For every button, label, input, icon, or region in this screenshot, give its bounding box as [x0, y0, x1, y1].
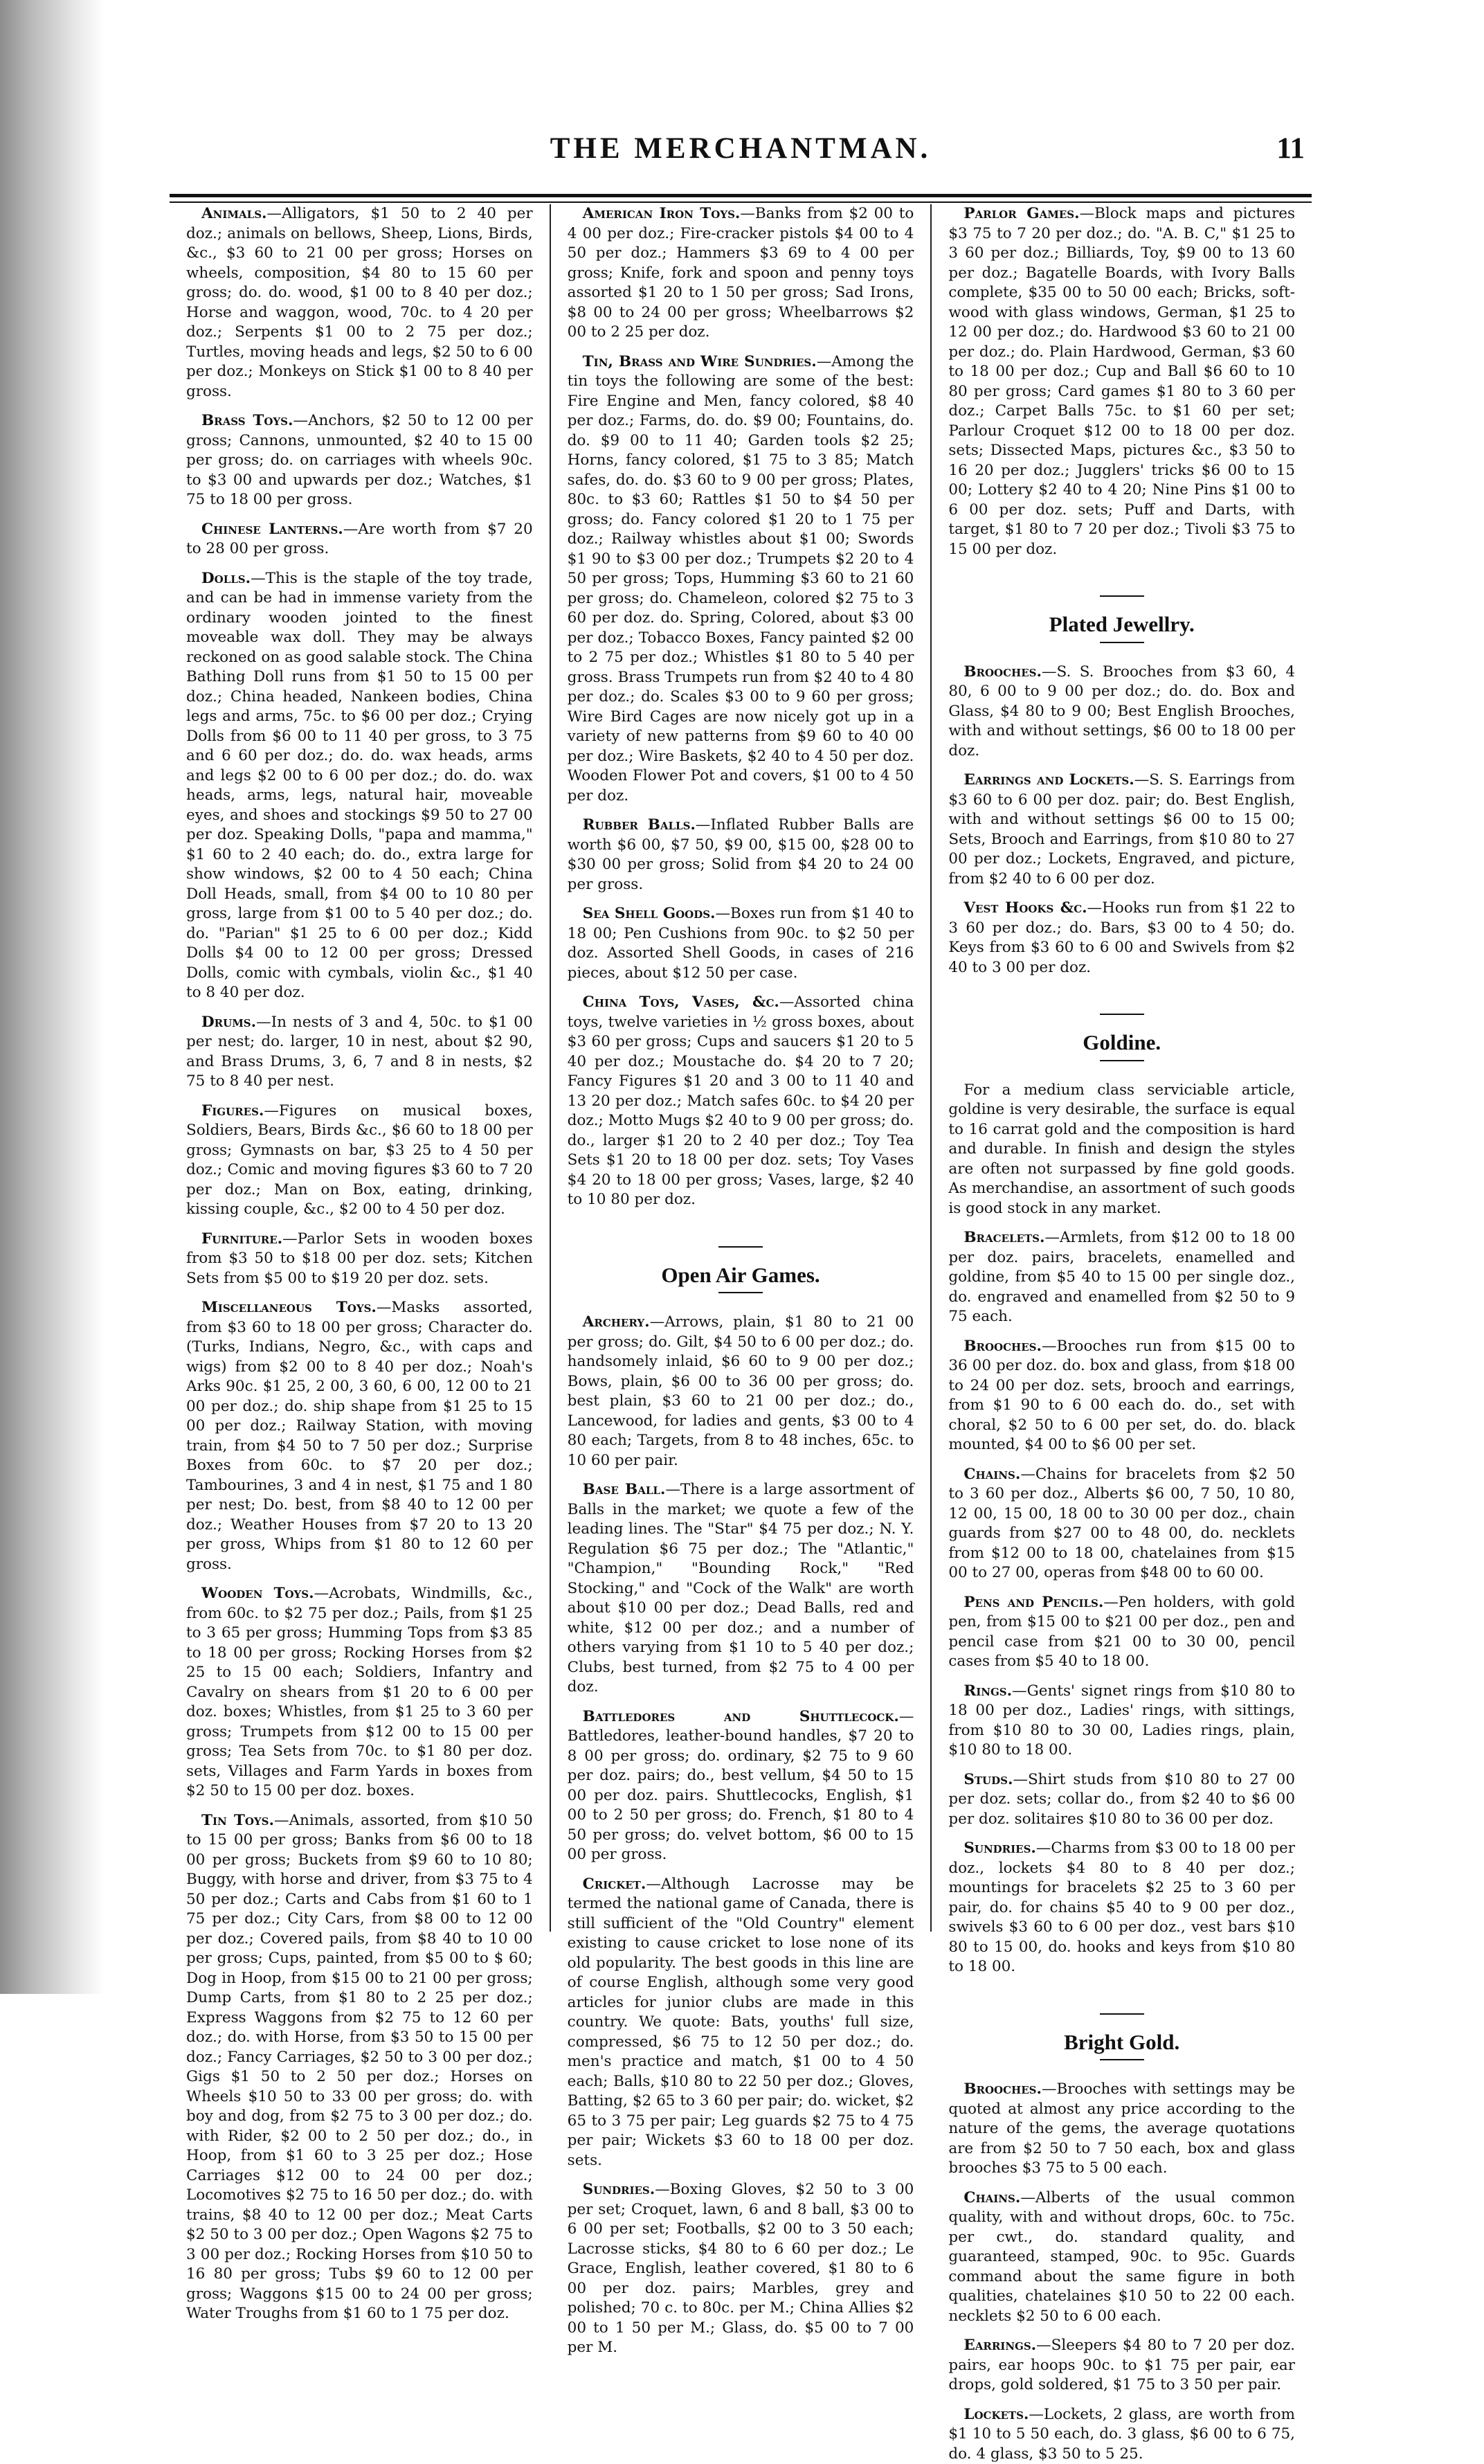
article-earrings-lockets: [948, 771, 1295, 889]
article-lead: Bracelets.: [963, 1229, 1044, 1246]
section-plated-jewellry: [948, 595, 1295, 643]
article-cricket: [568, 1875, 914, 2171]
article-text: —Figures on musical boxes, Soldiers, Bears, Birds &c., $6 60 to 18 00 per gross; Gymnasts on bar, $3 25 to 4 50 per doz.; Comic and moving figures $3 60 to 7 20 per doz.; Man on Box, eating, drinking, kissing couple, &c., $2 00 to 4 50 per doz.: [186, 1102, 533, 1218]
article-lead: China Toys, Vases, &c.: [583, 993, 779, 1011]
article-american-iron-toys: [568, 204, 914, 343]
article-lead: Earrings.: [963, 2337, 1036, 2354]
article-lead: Parlor Games.: [963, 205, 1079, 222]
section-goldine: [948, 1014, 1295, 1061]
article-lead: American Iron Toys.: [583, 205, 741, 222]
article-text: —S. S. Brooches from $3 60, 4 80, 6 00 to 9 00 per doz.; do. do. Box and Glass, $4 80 to 9 00; Best English Brooches, with and without settings, $6 00 to 18 00 per doz.: [948, 663, 1295, 759]
section-rule: [1100, 2059, 1144, 2060]
article-lead: Figures.: [201, 1102, 264, 1119]
section-heading: Open Air Games.: [568, 1266, 914, 1286]
column-3: [930, 204, 1312, 1932]
article-figures: [186, 1101, 533, 1220]
article-lead: Drums.: [201, 1014, 256, 1031]
article-text: —Charms from $3 00 to 18 00 per doz., lockets $4 80 to 8 40 per doz.; mountings for bracelets $2 25 to 3 60 per pair, do. for chains $5 40 to 9 00 per doz., swivels $3 60 to 6 00 per doz., vest bars $10 80 to 15 00, do. hooks and keys from $10 80 to 18 00.: [948, 1840, 1295, 1975]
article-china-toys: [568, 993, 914, 1210]
page-number: 11: [1276, 132, 1305, 165]
article-bright-lockets: [948, 2405, 1295, 2464]
article-text: —This is the staple of the toy trade, and can be had in immense variety from the ordinary wooden jointed to the finest moveable wax doll. They may be always reckoned on as good salable stock. The China Bathing Doll runs from $1 50 to 15 00 per doz.; China headed, Nankeen bodies, China legs and arms, 75c. to $6 00 per doz.; Crying Dolls from $6 00 to 11 40 per gross, to 3 75 and 6 60 per doz.; do. do. wax heads, arms and legs $2 00 to 6 00 per doz.; do. do. wax heads, arms, legs, natural hair, moveable eyes, and shoes and stockings $9 50 to 27 00 per doz. Speaking Dolls, "papa and mamma," $1 60 to 2 40 each; do. do., extra large for show windows, $2 00 to 4 50 each; China Doll Heads, small, from $4 00 to 10 80 per gross, large from $1 00 to 5 40 per doz.; do. do. "Parian" $1 25 to 6 00 per doz.; Kidd Dolls $4 00 to 12 00 per gross; Dressed Dolls, comic with cymbals, violin &c., $1 40 to 8 40 per doz.: [186, 570, 533, 1002]
article-lead: Wooden Toys.: [201, 1585, 314, 1602]
article-bright-earrings: [948, 2336, 1295, 2395]
section-bright-gold: [948, 2013, 1295, 2061]
article-plated-brooches: [948, 663, 1295, 762]
article-text: —Animals, assorted, from $10 50 to 15 00 per gross; Banks from $6 00 to 18 00 per gross; Buckets from $9 60 to 10 80; Buggy, with horse and driver, from $3 75 to 4 50 per doz.; Carts and Cabs from $1 60 to 1 75 per doz.; City Cars, from $8 00 to 12 00 per doz.; Covered pails, from $8 40 to 10 00 per gross; Cups, painted, from $5 00 to $ 60; Dog in Hoop, from $15 00 to 21 00 per gross; Dump Carts, from $1 80 to 2 25 per doz.; Express Waggons from $2 75 to 12 60 per doz.; do. with Horse, from $3 50 to 15 00 per doz.; Fancy Carriages, $2 50 to 3 00 per doz.; Gigs $1 50 to 2 50 per doz.; Horses on Wheels $10 50 to 33 00 per gross; do. with boy and dog, from $2 75 to 3 00 per doz.; do. with Rider, $2 00 to 2 50 per doz.; do., in Hoop, from $1 60 to 3 25 per doz.; Hose Carriages $12 00 to 24 00 per doz.; Locomotives $2 75 to 16 50 per doz.; do. with trains, $8 40 to 12 00 per doz.; Meat Carts $2 50 to 3 00 per doz.; Open Wagons $2 75 to 3 00 per doz.; Rocking Horses from $10 50 to 16 80 per gross; Tubs $9 60 to 12 00 per gross; Waggons $15 00 to 24 00 per gross; Water Troughs from $1 60 to 1 75 per doz.: [186, 1812, 533, 2323]
article-text: —Lockets, 2 glass, are worth from $1 10 to 5 50 each, do. 3 glass, $6 00 to 6 75, do. 4 glass, $3 50 to 5 25.: [948, 2406, 1295, 2463]
article-lead: Tin Toys.: [201, 1812, 274, 1829]
article-lead: Brooches.: [963, 1338, 1042, 1355]
scan-edge-shadow: [0, 0, 104, 1994]
article-goldine-chains: [948, 1465, 1295, 1583]
article-text: —Gents' signet rings from $10 80 to 18 00 per doz., Ladies' rings, with sittings, from $10 80 to 30 00, Ladies rings, plain, $10 80 to 18 00.: [948, 1682, 1295, 1759]
section-rule: [1100, 595, 1144, 597]
article-pens-pencils: [948, 1593, 1295, 1672]
newspaper-page: [170, 118, 1312, 1932]
header-rule: [170, 194, 1312, 203]
article-text: —Inflated Rubber Balls are worth $6 00, $7 50, $9 00, $15 00, $28 00 to $30 00 per gross; Solid from $4 20 to 24 00 per gross.: [568, 816, 914, 893]
article-lead: Dolls.: [201, 570, 251, 587]
article-sea-shell-goods: [568, 904, 914, 983]
article-text: —Armlets, from $12 00 to 18 00 per doz. pairs, bracelets, enamelled and goldine, from $5 40 to 15 00 per single doz., do. engraved and enamelled from $2 50 to 9 75 each.: [948, 1229, 1295, 1325]
article-text: —Alligators, $1 50 to 2 40 per doz.; animals on bellows, Sheep, Lions, Birds, &c., $3 60 to 21 00 per gross; Horses on wheels, composition, $4 80 to 15 60 per gross; do. do. wood, $1 00 to 8 40 per doz.; Horse and waggon, wood, 70c. to 4 20 per doz.; Serpents $1 00 to 2 75 per doz.; Turtles, moving heads and legs, $2 50 to 6 00 per doz.; Monkeys on Stick $1 00 to 8 40 per gross.: [186, 205, 533, 400]
article-text: —Shirt studs from $10 80 to 27 00 per doz. sets; collar do., from $2 40 to $6 00 per doz. solitaires $10 80 to 36 00 per doz.: [948, 1771, 1295, 1828]
section-rule: [718, 1246, 763, 1248]
article-text: —Boxing Gloves, $2 50 to 3 00 per set; Croquet, lawn, 6 and 8 ball, $3 00 to 6 00 per set; Footballs, $2 00 to 3 50 each; Lacrosse sticks, $4 80 to 6 60 per doz.; Le Grace, English, leather covered, $1 80 to 6 00 per doz. pairs; Marbles, grey and polished; 70 c. to 80c. per M.; China Allies $2 00 to 1 50 per M.; Glass, do. $5 00 to 7 00 per M.: [568, 2181, 914, 2356]
article-studs: [948, 1770, 1295, 1830]
section-heading: Plated Jewellry.: [948, 615, 1295, 635]
article-lead: Studs.: [963, 1771, 1013, 1788]
article-lead: Earrings and Lockets.: [963, 771, 1134, 789]
article-text: —Alberts of the usual common quality, with and without drops, 60c. to 75c. per cwt., do. standard quality, and guaranteed, stamped, 90c. to 95c. Guards command about the same figure in both qualities, chatelaines $10 50 to 22 00 each. necklets $2 50 to 6 00 each.: [948, 2189, 1295, 2325]
article-text: For a medium class serviciable article, goldine is very desirable, the surface is equal to 16 carrat gold and the composition is hard and durable. In finish and design the styles are often not surpassed by fine gold goods. As merchandise, an assortment of such goods is good stock in any market.: [948, 1081, 1295, 1217]
article-text: —Arrows, plain, $1 80 to 21 00 per gross; do. Gilt, $4 50 to 6 00 per doz.; do. handsomely inlaid, $6 60 to 9 00 per doz.; Bows, plain, $6 00 to 36 00 per gross; do. best plain, $3 60 to 21 00 per doz.; do., Lancewood, for ladies and gents, $3 00 to 4 80 each; Targets, from 8 to 48 inches, 65c. to 10 60 per pair.: [568, 1313, 914, 1469]
article-lead: Pens and Pencils.: [963, 1594, 1103, 1611]
article-goldine-sundries: [948, 1839, 1295, 1977]
article-dolls: [186, 569, 533, 1003]
article-text: —Hooks run from $1 22 to 3 60 per doz.; do. Bars, $3 00 to 4 50; do. Keys from $3 60 to 6 00 and Swivels from $2 40 to 3 00 per doz.: [948, 899, 1295, 976]
article-lead: Chinese Lanterns.: [201, 521, 343, 538]
article-text: —Boxes run from $1 40 to 18 00; Pen Cushions from 90c. to $2 50 per doz. Assorted Shell Goods, in cases of 216 pieces, about $12 50 per case.: [568, 905, 914, 982]
article-lead: Furniture.: [201, 1230, 282, 1248]
article-text: —Parlor Sets in wooden boxes from $3 50 to $18 00 per doz. sets; Kitchen Sets from $5 00 to $19 20 per doz. sets.: [186, 1230, 533, 1287]
article-lead: Animals.: [201, 205, 267, 222]
section-open-air-games: [568, 1246, 914, 1294]
section-rule: [718, 1292, 763, 1293]
article-lead: Chains.: [963, 2189, 1020, 2206]
column-2: [550, 204, 931, 1932]
article-text: —Pen holders, with gold pen, from $15 00 to $21 00 per doz., pen and pencil case from $21 00 to 30 00, pencil cases from $5 40 to 18 00.: [948, 1594, 1295, 1671]
columns: [170, 204, 1312, 1932]
article-miscellaneous-toys: [186, 1298, 533, 1574]
article-parlor-games: [948, 204, 1295, 559]
article-text: —Are worth from $7 20 to 28 00 per gross.: [186, 521, 533, 558]
article-text: —Anchors, $2 50 to 12 00 per gross; Cannons, unmounted, $2 40 to 15 00 per gross; do. on carriages with wheels 90c. to $3 00 and upwards per doz.; Watches, $1 75 to 18 00 per gross.: [186, 412, 533, 508]
column-1: [170, 204, 550, 1932]
article-base-ball: [568, 1480, 914, 1698]
article-lead: Base Ball.: [583, 1481, 666, 1498]
article-lead: Sea Shell Goods.: [583, 905, 716, 922]
article-text: —Block maps and pictures $3 75 to 7 20 per doz.; do. "A. B. C," $1 25 to 3 60 per doz.; Billiards, Toy, $9 00 to 13 60 per doz.; Bagatelle Boards, with Ivory Balls complete, $35 00 to 50 00 each; Bricks, soft-wood with glass windows, German, $1 25 to 12 00 per doz.; do. Hardwood $3 60 to 21 00 per doz.; do. Plain Hardwood, German, $3 60 to 18 00 per doz.; Cup and Ball $6 60 to 10 80 per gross; Card games $1 80 to 3 60 per doz.; Carpet Balls 75c. to $1 60 per set; Parlour Croquet $12 00 to 18 00 per doz. sets; Dissected Maps, pictures &c., $3 50 to 16 20 per doz.; Jugglers' tricks $6 00 to 15 00; Lottery $2 40 to 4 20; Nine Pins $1 00 to 6 00 per doz. sets; Puff and Darts, with target, $1 80 to 7 20 per doz.; Tivoli $3 75 to 15 00 per doz.: [948, 205, 1295, 558]
article-text: —Chains for bracelets from $2 50 to 3 60 per doz., Alberts $6 00, 7 50, 10 80, 12 00, 15 00, 18 00 to 30 00 per doz., chain guards from $27 00 to 48 00, do. necklets from $12 00 to 18 00, chatelaines from $15 00 to 27 00, operas from $48 00 to 60 00.: [948, 1466, 1295, 1582]
article-lead: Tin, Brass and Wire Sundries.: [583, 353, 817, 370]
article-tin-toys: [186, 1811, 533, 2324]
article-text: —Masks assorted, from $3 60 to 18 00 per gross; Character do. (Turks, Indians, Negro, &c., with caps and wigs) from $2 00 to 8 40 per doz.; Noah's Arks 90c. $1 25, 2 00, 3 60, 6 00, 12 00 to 21 00 per doz.; do. ship shape from $1 25 to 15 00 per doz.; Railway Station, with moving train, from $4 50 to 7 50 per doz.; Surprise Boxes from 60c. to $7 20 per doz.; Tambourines, 3 and 4 in nest, $1 75 and 1 80 per nest; Do. best, from $8 40 to 12 00 per doz.; Weather Houses from $7 20 to 13 20 per gross, Whips from $1 80 to 12 60 per gross.: [186, 1299, 533, 1573]
article-text: —S. S. Earrings from $3 60 to 6 00 per doz. pair; do. Best English, with and without settings $6 00 to 15 00; Sets, Brooch and Earrings, from $10 80 to 27 00 per doz.; Lockets, Engraved, and picture, from $2 40 to 6 00 per doz.: [948, 771, 1295, 888]
article-text: —Brooches with settings may be quoted at almost any price according to the nature of the gems, the average quotations are from $2 50 to 7 50 each, box and glass brooches $3 75 to 5 00 each.: [948, 2080, 1295, 2177]
article-text: —Brooches run from $15 00 to 36 00 per doz. do. box and glass, from $18 00 to 24 00 per doz. sets, brooch and earrings, from $1 90 to 6 00 each do. do., set with choral, $2 50 to 6 00 per set, do. do. black mounted, $4 00 to $6 00 per set.: [948, 1338, 1295, 1454]
article-lead: Rings.: [963, 1682, 1012, 1700]
article-drums: [186, 1013, 533, 1092]
article-wooden-toys: [186, 1584, 533, 1801]
article-lead: Rubber Balls.: [583, 816, 696, 834]
article-sundries: [568, 2180, 914, 2358]
article-text: —Sleepers $4 80 to 7 20 per doz. pairs, ear hoops 90c. to $1 75 per pair, ear drops, gold soldered, $1 75 to 3 50 per pair.: [948, 2337, 1295, 2393]
article-lead: Brass Toys.: [201, 412, 293, 429]
article-vest-hooks: [948, 899, 1295, 978]
article-tin-brass-wire-sundries: [568, 352, 914, 807]
article-lead: Vest Hooks &c.: [963, 899, 1087, 917]
article-lead: Lockets.: [963, 2406, 1029, 2423]
article-lead: Miscellaneous Toys.: [201, 1299, 377, 1316]
article-bright-brooches: [948, 2080, 1295, 2179]
article-text: —Battledores, leather-bound handles, $7 20 to 8 00 per gross; do. ordinary, $2 75 to 9 60 per doz. pairs; do., best vellum, $4 50 to 15 00 per doz. pairs. Shuttlecocks, English, $1 00 to 2 50 per gross; do. French, $1 80 to 4 50 per gross; do. velvet bottom, $6 00 to 15 00 per gross.: [568, 1708, 914, 1864]
page-header: [170, 132, 1312, 180]
article-furniture: [186, 1230, 533, 1289]
article-rings: [948, 1682, 1295, 1761]
article-lead: Sundries.: [583, 2181, 655, 2198]
section-rule: [1100, 1014, 1144, 1015]
section-rule: [1100, 2013, 1144, 2015]
article-lead: Brooches.: [963, 2080, 1042, 2098]
article-text: —Although Lacrosse may be termed the national game of Canada, there is still sufficient of the "Old Country" element existing to cause cricket to lose none of its old popularity. The best goods in this line are of course English, although some very good articles for junior clubs are made in this country. We quote: Bats, youths' full size, compressed, $6 75 to 12 50 per doz.; do. men's practice and match, $1 00 to 4 50 each; Balls, $10 80 to 22 50 per doz.; Gloves, Batting, $2 65 to 3 60 per pair; do. wicket, $2 65 to 3 75 per pair; Leg guards $2 75 to 4 75 per pair; Wickets $3 60 to 18 00 per doz. sets.: [568, 1876, 914, 2169]
article-brass-toys: [186, 411, 533, 510]
article-text: —Banks from $2 00 to 4 00 per doz.; Fire-cracker pistols $4 00 to 4 50 per doz.; Hammers $3 69 to 4 00 per gross; Knife, fork and spoon and penny toys assorted $1 20 to 1 50 per gross; Sad Irons, $8 00 to 24 00 per gross; Wheelbarrows $2 00 to 2 25 per doz.: [568, 205, 914, 341]
article-text: —There is a large assortment of Balls in the market; we quote a few of the leading lines. The "Star" $4 75 per doz.; N. Y. Regulation $6 75 per doz.; The "Atlantic," "Champion," "Bounding Rock," "Red Stocking," and "Cock of the Walk" are worth about $10 00 per doz.; Dead Balls, red and white, $12 00 per doz.; and a number of others varying from $1 10 to 5 40 per doz.; Clubs, best turned, from $2 75 to 4 00 per doz.: [568, 1481, 914, 1696]
article-animals: [186, 204, 533, 402]
article-archery: [568, 1313, 914, 1471]
article-lead: Chains.: [963, 1466, 1020, 1483]
section-heading: Goldine.: [948, 1033, 1295, 1053]
article-text: —Acrobats, Windmills, &c., from 60c. to $2 75 per doz.; Pails, from $1 25 to 3 65 per gross; Humming Tops from $3 85 to 18 00 per gross; Rocking Horses from $2 25 to 15 00 each; Soldiers, Infantry and Cavalry on shears from $1 20 to 6 00 per doz. boxes; Whistles, from $1 25 to 3 60 per gross; Trumpets from $12 00 to 15 00 per gross; Tea Sets from 70c. to $1 80 per doz. sets, Villages and Farm Yards in boxes from $2 50 to 15 00 per doz. boxes.: [186, 1585, 533, 1799]
section-rule: [1100, 642, 1144, 643]
section-rule: [1100, 1060, 1144, 1061]
article-lead: Brooches.: [963, 663, 1042, 681]
article-battledores: [568, 1707, 914, 1865]
article-chinese-lanterns: [186, 520, 533, 559]
article-lead: Battledores and Shuttlecock.: [583, 1708, 899, 1725]
article-text: —Assorted china toys, twelve varieties in ½ gross boxes, about $3 60 per gross; Cups and saucers $1 20 to 5 40 per doz.; Moustache do. $4 20 to 7 20; Fancy Figures $1 20 and 3 00 to 11 40 and 13 20 per doz.; Match safes 60c. to $4 20 per doz.; Motto Mugs $2 40 to 9 00 per gross; do. do., larger $1 20 to 2 40 per doz.; Toy Tea Sets $1 20 to 18 00 per doz. sets; Toy Vases $4 20 to 18 00 per gross; Vases, large, $2 40 to 10 80 per doz.: [568, 993, 914, 1208]
article-goldine-brooches: [948, 1337, 1295, 1455]
article-bright-chains: [948, 2188, 1295, 2327]
article-bracelets: [948, 1228, 1295, 1327]
masthead-title: THE MERCHANTMAN.: [170, 132, 1312, 165]
article-lead: Cricket.: [583, 1876, 646, 1893]
article-rubber-balls: [568, 816, 914, 894]
article-goldine-intro: [948, 1081, 1295, 1219]
section-heading: Bright Gold.: [948, 2033, 1295, 2053]
article-lead: Sundries.: [963, 1840, 1036, 1857]
article-lead: Archery.: [583, 1313, 650, 1331]
article-text: —In nests of 3 and 4, 50c. to $1 00 per nest; do. larger, 10 in nest, about $2 90, and Brass Drums, 3, 6, 7 and 8 in nests, $2 75 to 8 40 per nest.: [186, 1014, 533, 1090]
article-text: —Among the tin toys the following are some of the best: Fire Engine and Men, fancy colored, $8 40 per doz.; Farms, do. do. $9 00; Fountains, do. do. $9 00 to 11 40; Garden tools $2 25; Horns, fancy colored, $1 75 to 3 85; Match safes, do. do. $3 60 to 9 00 per gross; Plates, 80c. to $3 60; Rattles $1 50 to $4 50 per gross; do. Fancy colored $1 20 to 1 75 per doz.; Railway whistles about $1 00; Swords $1 90 to $3 00 per doz.; Trumpets $2 20 to 4 50 per gross; Tops, Humming $3 60 to 21 60 per gross; do. Chameleon, colored $2 75 to 3 60 per doz. do. Spring, Colored, about $3 00 per doz.; Tobacco Boxes, Fancy painted $2 00 to 2 75 per doz.; Whistles $1 80 to 5 40 per gross. Brass Trumpets run from $2 40 to 4 80 per doz.; do. Scales $3 00 to 9 60 per gross; Wire Bird Cages are now nicely got up in a variety of new patterns from $9 60 to 40 00 per doz.; Wire Baskets, $2 40 to 4 50 per doz. Wooden Flower Pot and covers, $1 00 to 4 50 per doz.: [568, 353, 914, 804]
